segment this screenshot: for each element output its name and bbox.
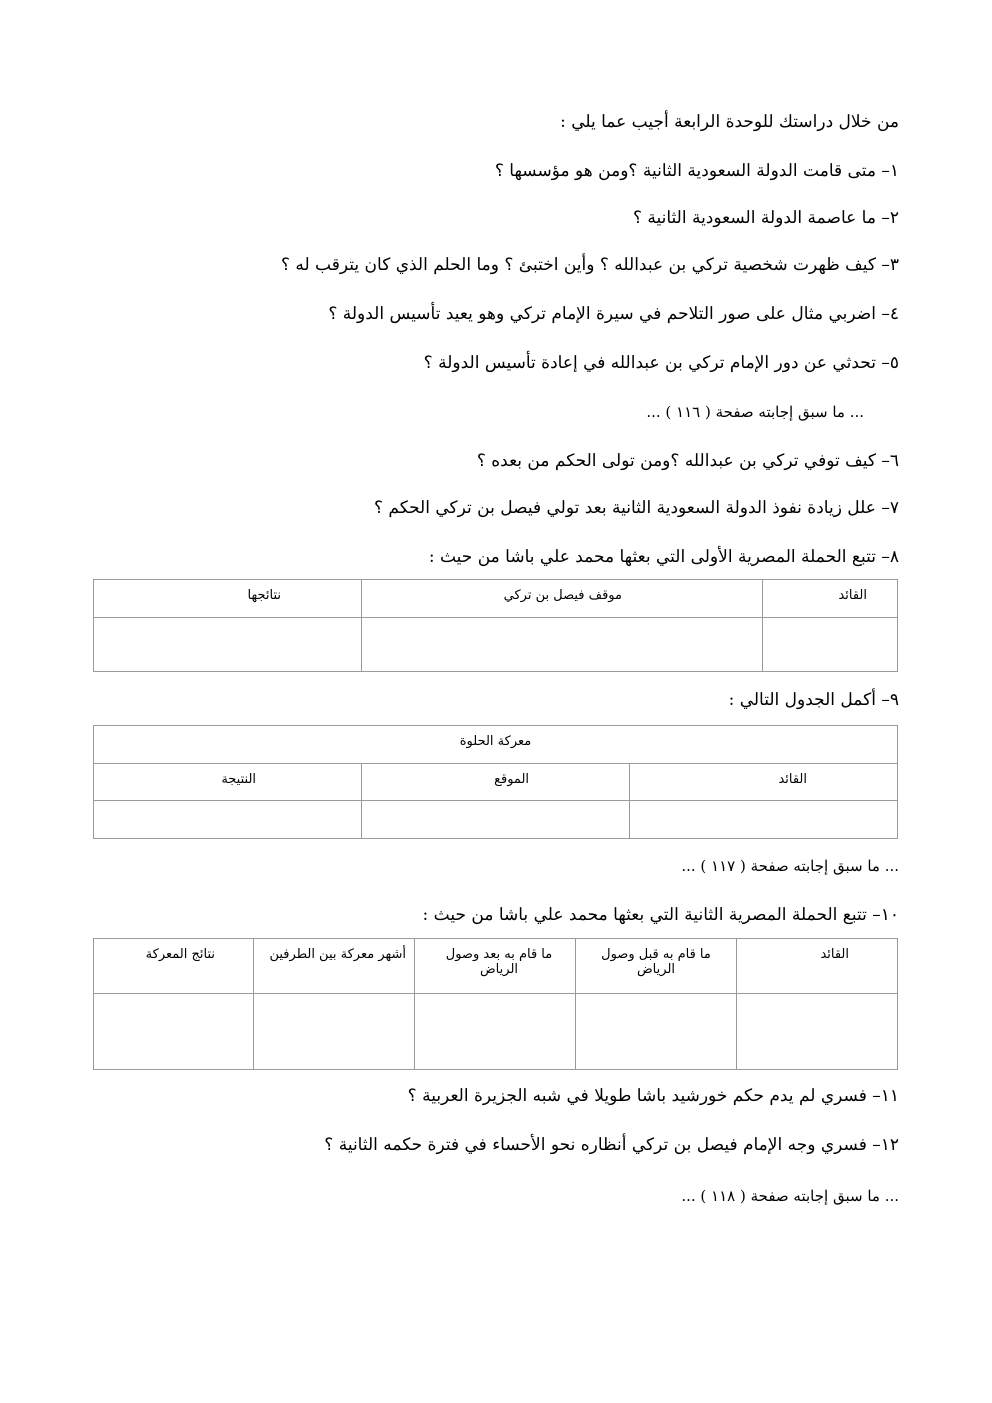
answer-cell[interactable] [362,801,630,839]
question-7: ٧– علل زيادة نفوذ الدولة السعودية الثانية بعد تولي فيصل بن تركي الحكم ؟ [373,498,899,518]
header-after-riyadh: ما قام به بعد وصول الرياض [415,939,576,994]
question-8: ٨– تتبع الحملة المصرية الأولى التي بعثها محمد علي باشا من حيث : [428,547,899,567]
question-11: ١١– فسري لم يدم حكم خورشيد باشا طويلا في شبه الجزيرة العربية ؟ [407,1086,899,1106]
answer-cell[interactable] [94,801,362,839]
question-2: ٢– ما عاصمة الدولة السعودية الثانية ؟ [632,208,899,228]
question-4: ٤– اضربي مثال على صور التلاحم في سيرة الإمام تركي وهو يعيد تأسيس الدولة ؟ [328,304,899,324]
header-battle-results: نتائج المعركة [94,939,254,994]
header-before-riyadh: ما قام به قبل وصول الرياض [576,939,737,994]
header-results: نتائجها [94,580,362,618]
answer-cell[interactable] [94,994,254,1070]
question-1: ١– متى قامت الدولة السعودية الثانية ؟ومن هو مؤسسها ؟ [494,161,899,181]
table-second-campaign [93,938,898,1070]
question-12: ١٢– فسري وجه الإمام فيصل بن تركي أنظاره نحو الأحساء في فترة حكمه الثانية ؟ [324,1135,899,1155]
question-6: ٦– كيف توفي تركي بن عبدالله ؟ومن تولى الحكم من بعده ؟ [476,451,899,471]
answer-cell[interactable] [737,994,898,1070]
answer-cell[interactable] [576,994,737,1070]
header-leader: القائد [763,580,898,618]
page-reference-note: ... ما سبق إجابته صفحة ( ١١٧ ) ... [681,857,899,875]
header-leader: القائد [630,764,898,801]
question-9: ٩– أكمل الجدول التالي : [728,690,899,710]
page-reference-note: ... ما سبق إجابته صفحة ( ١١٨ ) ... [681,1187,899,1205]
answer-cell[interactable] [254,994,415,1070]
question-3: ٣– كيف ظهرت شخصية تركي بن عبدالله ؟ وأين اختبئ ؟ وما الحلم الذي كان يترقب له ؟ [280,255,899,275]
battle-title: معركة الحلوة [94,726,898,764]
answer-cell[interactable] [94,618,362,672]
answer-cell[interactable] [630,801,898,839]
answer-cell[interactable] [362,618,763,672]
answer-cell[interactable] [415,994,576,1070]
header-leader: القائد [737,939,898,994]
answer-cell[interactable] [763,618,898,672]
table-first-campaign [93,579,898,672]
question-10: ١٠– تتبع الحملة المصرية الثانية التي بعثها محمد علي باشا من حيث : [422,905,899,925]
question-5: ٥– تحدثي عن دور الإمام تركي بن عبدالله في إعادة تأسيس الدولة ؟ [423,353,899,373]
table-helwa-battle [93,725,898,839]
header-result: النتيجة [94,764,362,801]
header-location: الموقع [362,764,630,801]
intro-text: من خلال دراستك للوحدة الرابعة أجيب عما يلي : [560,112,899,132]
page-reference-note: ... ما سبق إجابته صفحة ( ١١٦ ) ... [646,403,864,421]
header-faisal-position: موقف فيصل بن تركي [362,580,763,618]
header-famous-battle: أشهر معركة بين الطرفين [254,939,415,994]
